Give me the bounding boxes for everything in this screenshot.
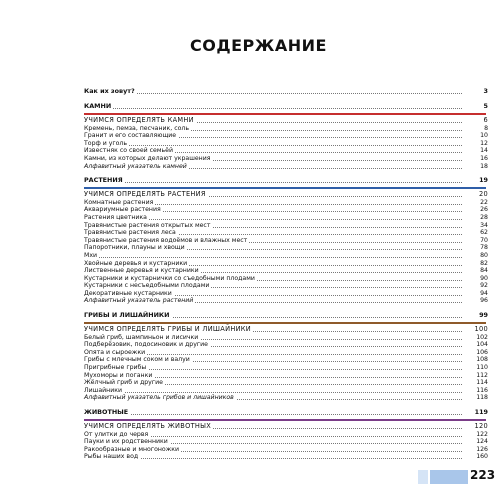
toc-entry-page: 106 — [476, 348, 488, 356]
toc-entry-label: Торф и уголь — [84, 139, 128, 147]
toc-entry-page: 116 — [476, 386, 488, 394]
toc-entry-page: 19 — [479, 176, 488, 185]
toc-page — [80, 20, 490, 496]
toc-entry-label: Алфавитный указатель грибов и лишайников — [84, 394, 234, 402]
alphabetical-index-entry — [80, 297, 490, 305]
dot-leader — [84, 392, 462, 393]
toc-entry-page: 5 — [483, 102, 488, 110]
toc-entry-page: 26 — [480, 206, 488, 214]
toc-entry-label: УЧИМСЯ ОПРЕДЕЛЯТЬ КАМНИ — [84, 116, 194, 124]
section-subheading — [80, 117, 490, 125]
toc-entry-label: Травянистые растения открытых мест — [84, 221, 211, 229]
toc-entry-page: 119 — [474, 408, 488, 416]
toc-entry-page: 118 — [476, 394, 488, 402]
toc-entry-page: 12 — [480, 139, 488, 147]
section-rule — [84, 113, 486, 115]
section-heading — [80, 175, 490, 185]
toc-entry-page: 20 — [479, 190, 488, 199]
section-rule — [84, 419, 486, 421]
toc-entry-label: Известняк со своей семьёй — [84, 147, 173, 155]
toc-entry — [80, 379, 490, 387]
dot-leader — [84, 145, 462, 146]
section-heading — [80, 310, 490, 320]
toc-entry-page: 124 — [476, 438, 488, 446]
toc-entry-label: КАМНИ — [84, 102, 112, 110]
toc-entry-label: Хвойные деревья и кустарники — [84, 259, 188, 267]
toc-entry — [80, 206, 490, 214]
toc-entry-label: Жёлчный гриб и другие — [84, 379, 163, 387]
toc-entry-label: Грибы с млечным соком и валуи — [84, 356, 190, 364]
toc-entry-label: Как их зовут? — [84, 87, 135, 95]
toc-entry — [80, 214, 490, 222]
toc-entry — [80, 282, 490, 290]
toc-entry-label: Алфавитный указатель растений — [84, 297, 194, 305]
toc-entry — [80, 229, 490, 237]
toc-entry — [80, 290, 490, 298]
toc-entry-label: Папоротники, плауны и хвощи — [84, 244, 185, 252]
toc-entry-page: 96 — [480, 297, 488, 305]
toc-entry-page: 80 — [480, 251, 488, 259]
toc-entry-label: Белый гриб, шампиньон и лисички — [84, 333, 199, 341]
section-subheading — [80, 191, 490, 199]
dot-leader — [84, 182, 462, 183]
toc-entry-label: ЖИВОТНЫЕ — [84, 408, 129, 416]
dot-leader — [84, 414, 462, 415]
dot-leader — [84, 257, 462, 258]
toc-entry — [80, 446, 490, 454]
toc-entry-label: ГРИБЫ И ЛИШАЙНИКИ — [84, 311, 170, 320]
toc-entry-page: 92 — [480, 282, 488, 290]
toc-entry-label: Ракообразные и многоножки — [84, 445, 180, 453]
toc-entry — [80, 244, 490, 252]
page-number-accent — [430, 470, 468, 484]
toc-entry-label: Растения цветника — [84, 213, 147, 221]
toc-entry-label: Кустарники и кустарнички со съедобными плодами — [84, 274, 255, 282]
toc-entry-label: Лишайники — [84, 386, 122, 394]
toc-entry-label: Опята и сыроежки — [84, 348, 146, 356]
alphabetical-index-entry — [80, 163, 490, 171]
toc-entry-page: 34 — [480, 221, 488, 229]
toc-entry — [80, 199, 490, 207]
toc-entry-label: Пригрибные грибы — [84, 364, 147, 372]
toc-entry-page: 70 — [480, 236, 488, 244]
toc-entry-page: 99 — [479, 311, 488, 320]
toc-entry-page: 8 — [484, 124, 488, 132]
toc-entry — [80, 364, 490, 372]
toc-entry — [80, 252, 490, 260]
toc-entry-page: 94 — [480, 289, 488, 297]
toc-entry-page: 90 — [480, 274, 488, 282]
toc-entry-page: 114 — [476, 379, 488, 387]
toc-entry-label: Комнатные растения — [84, 198, 154, 206]
toc-entry — [80, 260, 490, 268]
toc-entry-label: Камни, из которых делают украшения — [84, 154, 211, 162]
toc-entry-page: 10 — [480, 132, 488, 140]
toc-entry — [80, 341, 490, 349]
toc-entry-page: 126 — [476, 445, 488, 453]
section-gap — [80, 461, 490, 466]
toc-entry-page: 122 — [476, 430, 488, 438]
section-rule — [84, 187, 486, 189]
toc-entry-page: 110 — [476, 364, 488, 372]
toc-entry — [80, 237, 490, 245]
alphabetical-index-entry — [80, 394, 490, 402]
page-number: 223 — [470, 468, 496, 482]
toc-entry-page: 14 — [480, 147, 488, 155]
toc-entry-label: Рыбы наших вод — [84, 453, 139, 461]
section-rule — [84, 322, 486, 324]
toc-entry-label: Мухоморы и поганки — [84, 371, 153, 379]
toc-entry-label: Пауки и их родственники — [84, 438, 168, 446]
toc-entry — [80, 222, 490, 230]
toc-entry-page: 78 — [480, 244, 488, 252]
toc-entry-page: 82 — [480, 259, 488, 267]
toc-entry-label: Кустарники с несъедобными плодами — [84, 282, 210, 290]
toc-entry-page: 22 — [480, 198, 488, 206]
toc-entry-label: От улитки до червя — [84, 430, 149, 438]
toc-entry-label: Подберёзовик, подосиновик и другие — [84, 341, 208, 349]
toc-entry-label: Аквариумные растения — [84, 206, 161, 214]
section-heading — [80, 407, 490, 417]
toc-entry-label: Кремень, пемза, песчаник, соль — [84, 124, 189, 132]
section-heading — [80, 86, 490, 96]
toc-entry — [80, 147, 490, 155]
page-number-accent-light — [418, 470, 428, 484]
toc-entry — [80, 453, 490, 461]
toc-entry-page: 112 — [476, 371, 488, 379]
toc-entry-page: 108 — [476, 356, 488, 364]
toc-entry-page: 28 — [480, 213, 488, 221]
toc-entry — [80, 438, 490, 446]
toc-entry-page: 84 — [480, 267, 488, 275]
section-heading — [80, 101, 490, 111]
dot-leader — [84, 458, 462, 459]
toc-entry-label: Мхи — [84, 251, 98, 259]
toc-entry-label: Травянистые растения водоёмов и влажных мест — [84, 236, 248, 244]
toc-entry — [80, 267, 490, 275]
toc-entry-page: 120 — [474, 422, 488, 430]
toc-entry-label: РАСТЕНИЯ — [84, 176, 123, 185]
toc-entry-page: 100 — [474, 325, 488, 334]
toc-entry-label: Лиственные деревья и кустарники — [84, 267, 199, 275]
toc-entry-label: Травянистые растения леса — [84, 229, 176, 237]
table-of-contents — [80, 86, 490, 466]
dot-leader — [84, 108, 462, 109]
toc-entry-label: Алфавитный указатель камней — [84, 162, 187, 170]
page-title: СОДЕРЖАНИЕ — [190, 36, 327, 55]
toc-entry-page: 62 — [480, 229, 488, 237]
toc-entry-label: УЧИМСЯ ОПРЕДЕЛЯТЬ ЖИВОТНЫХ — [84, 422, 212, 430]
toc-entry — [80, 125, 490, 133]
dot-leader — [84, 93, 462, 94]
toc-entry — [80, 356, 490, 364]
toc-entry-page: 18 — [480, 162, 488, 170]
toc-entry-page: 16 — [480, 154, 488, 162]
toc-entry-page: 160 — [476, 453, 488, 461]
toc-entry — [80, 431, 490, 439]
toc-entry-page: 6 — [483, 116, 488, 124]
toc-entry-page: 102 — [476, 333, 488, 341]
toc-entry-label: УЧИМСЯ ОПРЕДЕЛЯТЬ РАСТЕНИЯ — [84, 190, 206, 199]
toc-entry-page: 3 — [483, 87, 488, 95]
toc-entry — [80, 132, 490, 140]
toc-entry-page: 104 — [476, 341, 488, 349]
section-subheading — [80, 326, 490, 334]
toc-entry-label: УЧИМСЯ ОПРЕДЕЛЯТЬ ГРИБЫ И ЛИШАЙНИКИ — [84, 325, 252, 334]
toc-entry-label: Декоративные кустарники — [84, 289, 172, 297]
toc-entry — [80, 155, 490, 163]
toc-entry-label: Гранит и его составляющие — [84, 132, 177, 140]
section-subheading — [80, 423, 490, 431]
